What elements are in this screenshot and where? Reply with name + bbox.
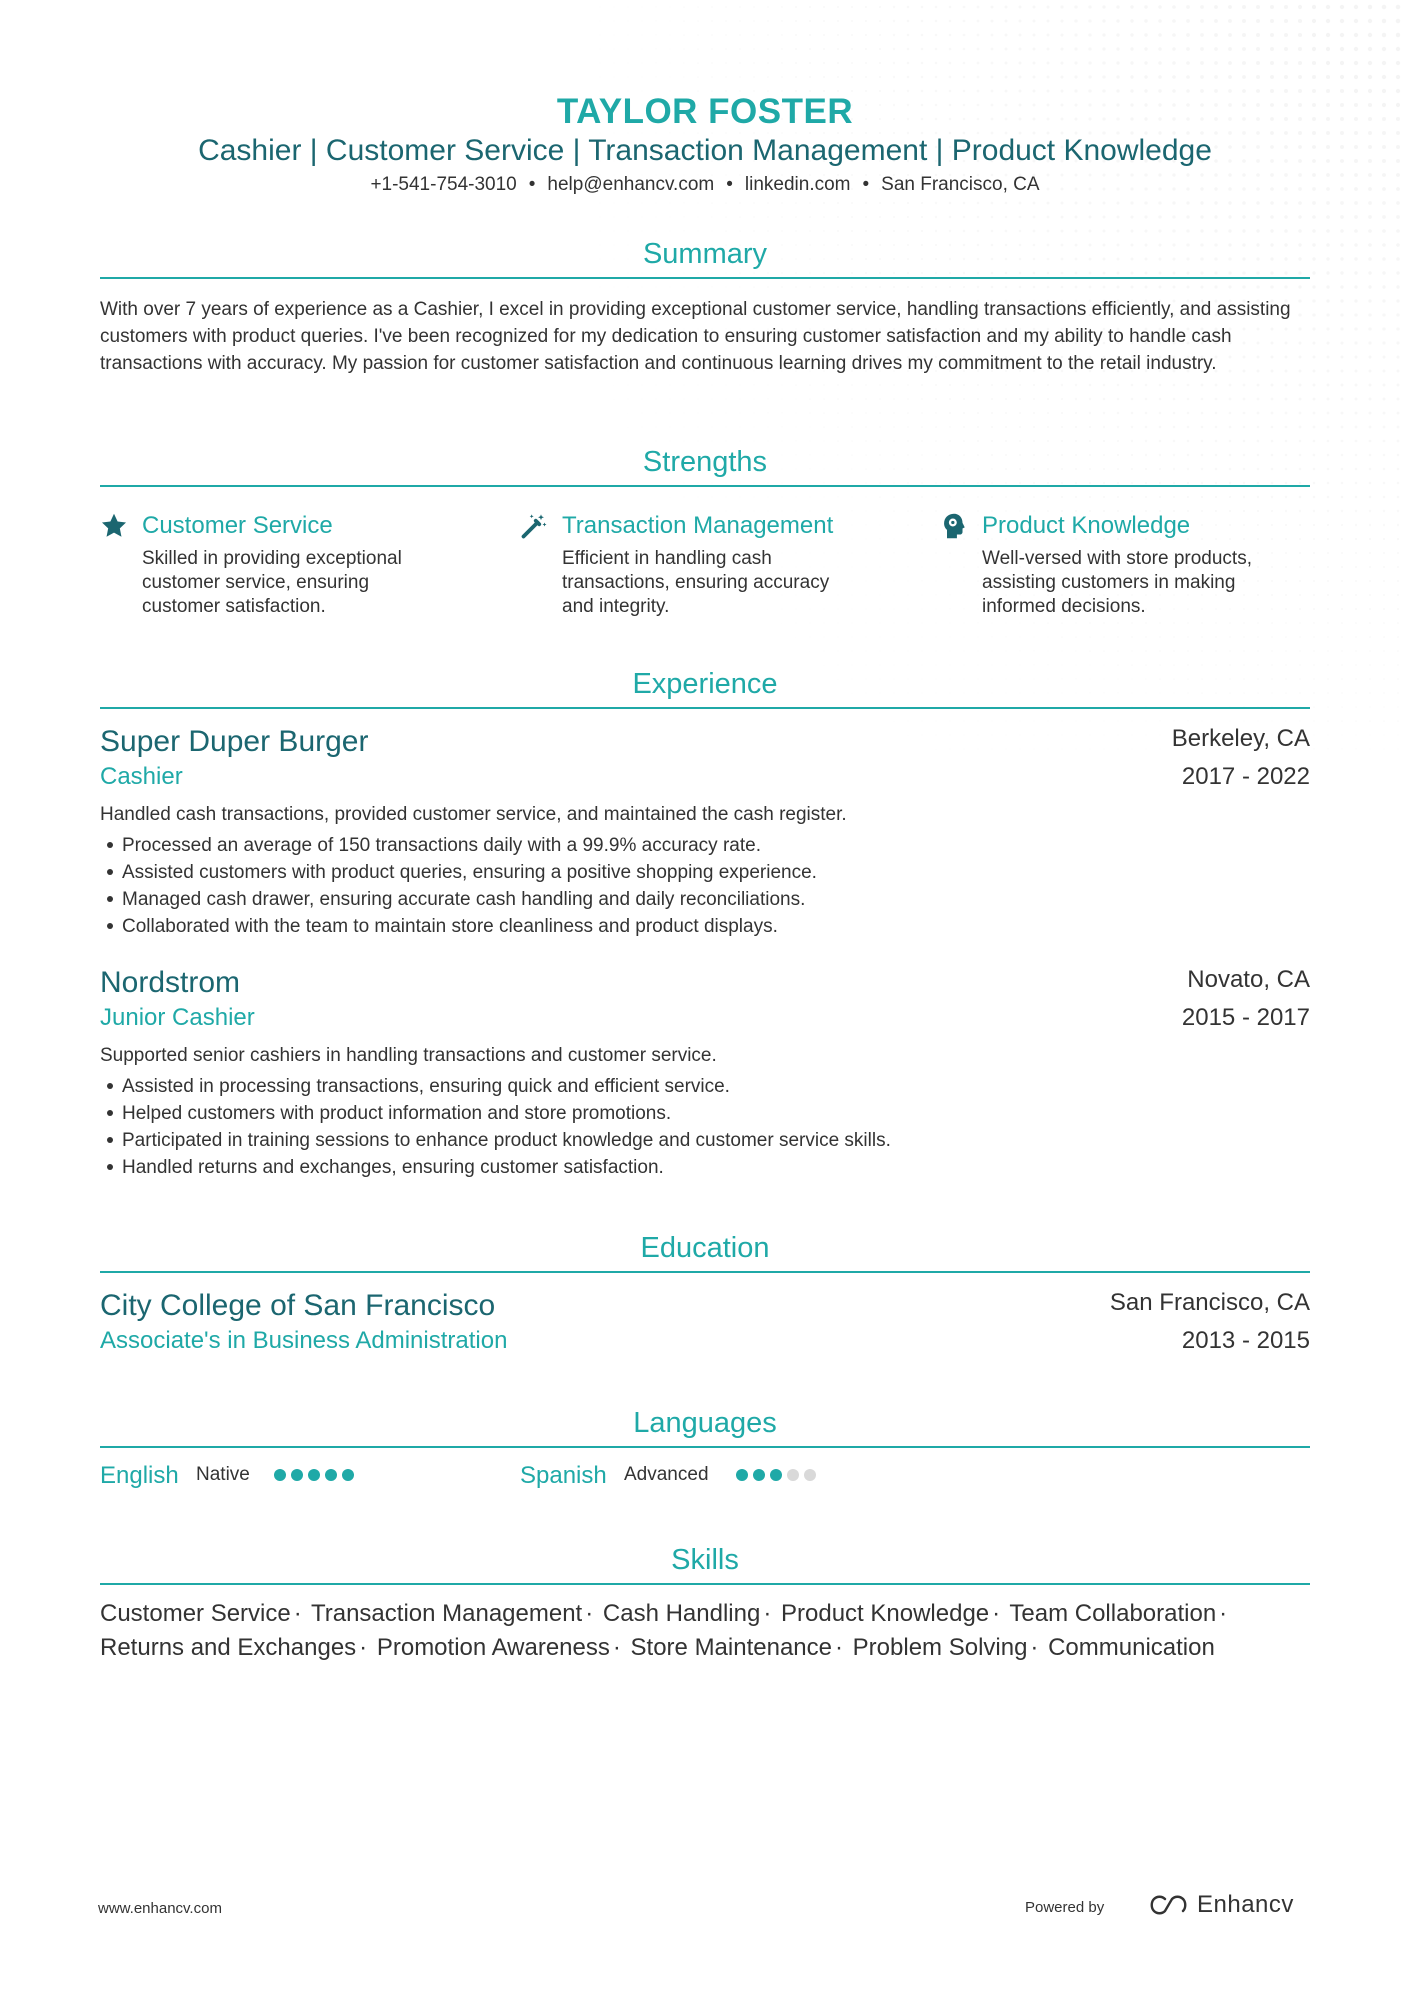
skill-separator: · (835, 1634, 843, 1661)
job-title: Junior Cashier (100, 1004, 255, 1031)
skill-separator: · (585, 1600, 594, 1627)
strength-title: Product Knowledge (982, 512, 1191, 539)
skill-separator: · (1219, 1600, 1228, 1627)
candidate-headline: Cashier | Customer Service | Transaction Management | Product Knowledge (198, 134, 1212, 167)
achievement-list (100, 1073, 891, 1181)
brand-name: Enhancv (1197, 1891, 1294, 1918)
experience-entry (100, 724, 1310, 944)
school-name: City College of San Francisco (100, 1289, 496, 1322)
achievement-list (100, 832, 817, 940)
enhancv-logo[interactable] (1145, 1887, 1294, 1923)
powered-by-label: Powered by (1025, 1899, 1105, 1916)
strength-title: Transaction Management (562, 512, 834, 539)
skills-list (100, 1597, 1310, 1665)
skill-item: Store Maintenance (630, 1634, 832, 1661)
skill-separator: · (359, 1634, 368, 1661)
job-location: Novato, CA (1187, 966, 1310, 993)
list-item: Collaborated with the team to maintain store cleanliness and product displays. (100, 913, 817, 940)
skill-item: Transaction Management (310, 1600, 583, 1627)
skill-separator: · (1030, 1634, 1039, 1661)
job-summary: Handled cash transactions, provided customer service, and maintained the cash register. (100, 804, 847, 825)
company-name: Super Duper Burger (100, 725, 369, 758)
job-dates: 2015 - 2017 (1181, 1004, 1310, 1031)
strength-description: Skilled in providing exceptional customer service, ensuring customer satisfaction. (142, 548, 402, 617)
rating-dot-empty (804, 1469, 816, 1481)
skill-item: Returns and Exchanges (100, 1634, 357, 1661)
rating-dot-filled (342, 1469, 354, 1481)
skill-separator: · (293, 1600, 302, 1627)
linkedin-link[interactable]: linkedin.com (744, 174, 851, 195)
rating-dot-empty (787, 1469, 799, 1481)
strengths-section-title: Strengths (100, 444, 1310, 487)
strength-description: Efficient in handling cash transactions, ensuring accuracy and integrity. (562, 548, 830, 617)
bullet-separator: • (528, 174, 536, 195)
experience-entry (100, 965, 1310, 1185)
skill-separator: · (992, 1600, 1001, 1627)
language-rating (274, 1460, 354, 1490)
bullet-separator: • (862, 174, 870, 195)
skill-separator: · (612, 1634, 621, 1661)
skill-item: Communication (1048, 1634, 1215, 1661)
rating-dot-filled (770, 1469, 782, 1481)
list-item: Managed cash drawer, ensuring accurate cash handling and daily reconciliations. (100, 886, 817, 913)
job-title: Cashier (100, 763, 183, 790)
star-icon (100, 512, 128, 540)
strength-title: Customer Service (142, 512, 333, 539)
rating-dot-filled (325, 1469, 337, 1481)
bullet-separator: • (726, 174, 733, 195)
strength-description: Well-versed with store products, assisting customers in making informed decisions. (982, 548, 1252, 617)
skills-section-title: Skills (100, 1542, 1310, 1585)
footer-website[interactable]: www.enhancv.com (98, 1900, 222, 1917)
languages-section-title: Languages (100, 1405, 1310, 1448)
skill-item: Promotion Awareness (376, 1634, 610, 1661)
degree-name: Associate's in Business Administration (100, 1327, 508, 1354)
language-level: Native (196, 1464, 250, 1485)
list-item: Helped customers with product information and store promotions. (100, 1100, 891, 1127)
skill-item: Product Knowledge (781, 1600, 990, 1627)
rating-dot-filled (291, 1469, 303, 1481)
languages-list (100, 1460, 1310, 1500)
language-rating (736, 1460, 816, 1490)
language-name: English (100, 1462, 179, 1489)
location-text: San Francisco, CA (881, 174, 1040, 195)
skill-item: Customer Service (100, 1600, 291, 1627)
rating-dot-filled (736, 1469, 748, 1481)
list-item: Processed an average of 150 transactions daily with a 99.9% accuracy rate. (100, 832, 817, 859)
experience-section-title: Experience (100, 666, 1310, 709)
school-location: San Francisco, CA (1109, 1289, 1310, 1316)
rating-dot-filled (308, 1469, 320, 1481)
language-name: Spanish (520, 1462, 607, 1489)
resume-header (100, 92, 1310, 198)
job-location: Berkeley, CA (1171, 725, 1310, 752)
contact-line (100, 172, 1310, 198)
company-name: Nordstrom (100, 966, 241, 999)
skill-item: Team Collaboration (1009, 1600, 1217, 1627)
skill-item: Problem Solving (852, 1634, 1028, 1661)
list-item: Handled returns and exchanges, ensuring customer satisfaction. (100, 1154, 891, 1181)
job-summary: Supported senior cashiers in handling transactions and customer service. (100, 1045, 717, 1066)
language-level: Advanced (624, 1464, 709, 1485)
list-item: Participated in training sessions to enhance product knowledge and customer service skills. (100, 1127, 891, 1154)
strengths-list (100, 510, 1310, 630)
magic-wand-icon (520, 512, 548, 540)
education-entry (100, 1288, 1310, 1360)
summary-section-title: Summary (100, 236, 1310, 279)
education-section-title: Education (100, 1230, 1310, 1273)
skill-separator: · (763, 1600, 772, 1627)
list-item: Assisted customers with product queries, ensuring a positive shopping experience. (100, 859, 817, 886)
email-link[interactable]: help@enhancv.com (547, 174, 715, 195)
candidate-name: TAYLOR FOSTER (556, 92, 854, 131)
summary-text: With over 7 years of experience as a Cashier, I excel in providing exceptional customer service, handling transactions efficiently, and assisting customers with product queries. I've been recognized for my dedication to ensuring customer satisfaction and my ability to handle cash transactions with accuracy. My passion for customer satisfaction and continuous learning drives my commitment to the retail industry. (100, 299, 1291, 374)
rating-dot-filled (753, 1469, 765, 1481)
job-dates: 2017 - 2022 (1181, 763, 1310, 790)
education-dates: 2013 - 2015 (1181, 1327, 1310, 1354)
head-brain-icon (940, 512, 968, 540)
list-item: Assisted in processing transactions, ensuring quick and efficient service. (100, 1073, 891, 1100)
skill-item: Cash Handling (602, 1600, 761, 1627)
rating-dot-filled (274, 1469, 286, 1481)
enhancv-logo-icon (1145, 1893, 1191, 1917)
phone-number[interactable]: +1-541-754-3010 (370, 174, 517, 195)
